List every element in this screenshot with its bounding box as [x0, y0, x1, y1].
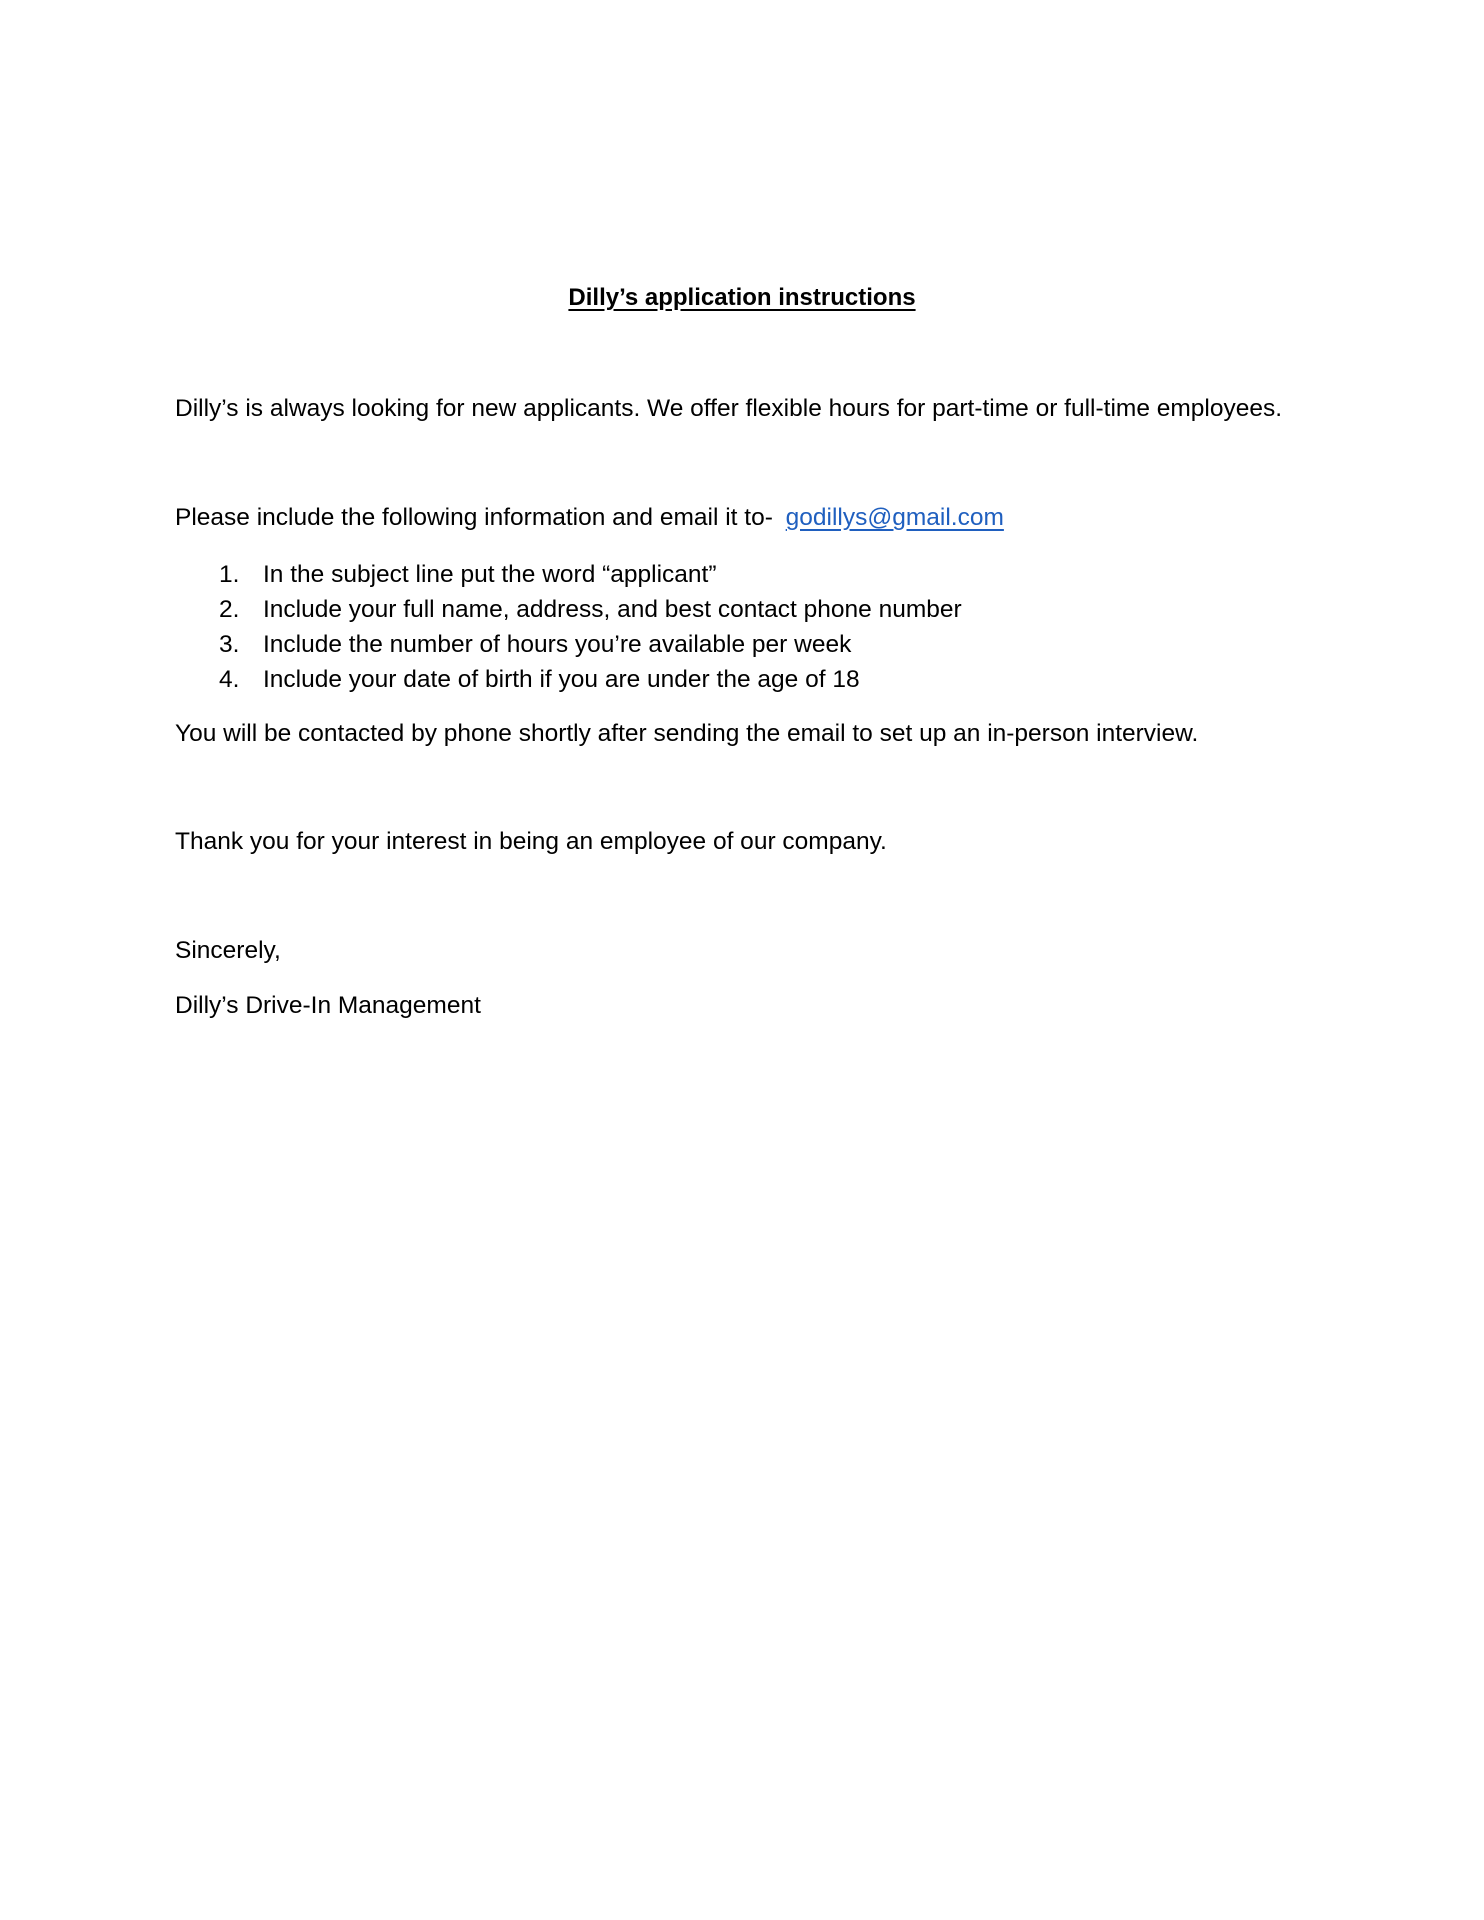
list-item [175, 662, 962, 697]
step-number: 3. [219, 631, 240, 658]
instruction-steps-list [175, 557, 962, 697]
step-text: Include the number of hours you’re available per week [263, 631, 852, 658]
document-title: Dilly’s application instructions [568, 284, 916, 311]
step-number: 2. [219, 596, 240, 623]
thanks-paragraph: Thank you for your interest in being an employee of our company. [175, 828, 887, 855]
email-prompt-text: Please include the following information and email it to- [175, 504, 773, 531]
list-item [175, 557, 962, 592]
step-number: 1. [219, 561, 240, 588]
intro-paragraph: Dilly’s is always looking for new applicants. We offer flexible hours for part-time or full-time employees. [175, 395, 1283, 422]
email-link[interactable]: godillys@gmail.com [785, 504, 1004, 531]
list-item [175, 627, 962, 662]
step-text: In the subject line put the word “applicant” [263, 561, 717, 588]
list-item [175, 592, 962, 627]
step-text: Include your full name, address, and best contact phone number [263, 596, 962, 623]
email-instruction-paragraph [175, 502, 1004, 534]
contact-note-paragraph: You will be contacted by phone shortly after sending the email to set up an in-person interview. [175, 720, 1199, 747]
step-number: 4. [219, 666, 240, 693]
closing-text: Sincerely, [175, 937, 281, 964]
signature-text: Dilly’s Drive-In Management [175, 992, 481, 1019]
step-text: Include your date of birth if you are under the age of 18 [263, 666, 860, 693]
